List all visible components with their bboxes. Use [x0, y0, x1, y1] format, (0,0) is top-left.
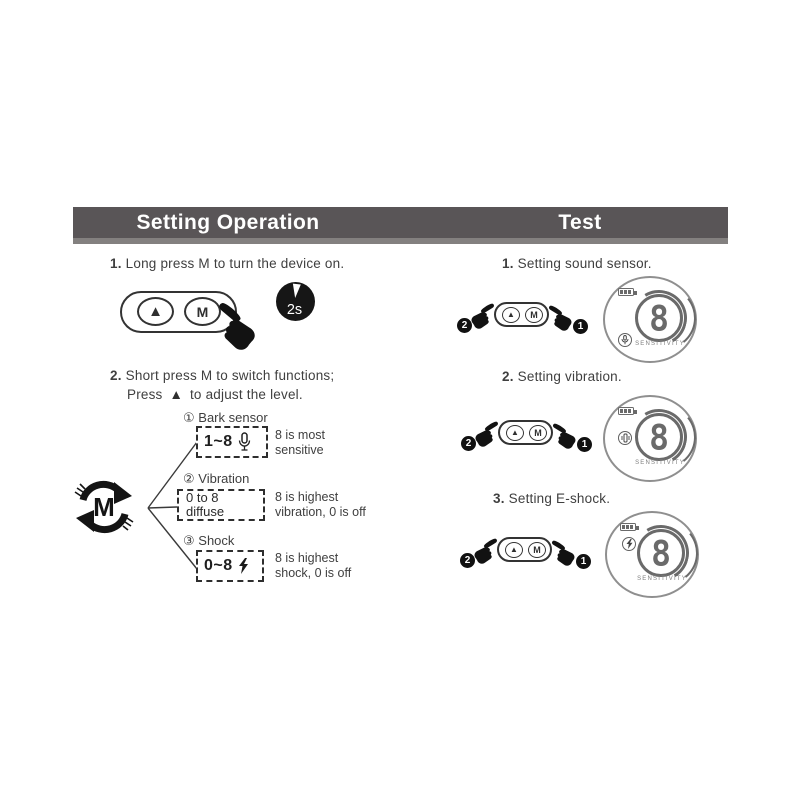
test-row-3: [460, 537, 594, 579]
vibration-icon: [618, 431, 632, 445]
mode-button[interactable]: M: [525, 307, 543, 323]
remote-device: [497, 537, 552, 562]
battery-icon: [620, 523, 636, 531]
vibration-note: 8 is highest vibration, 0 is off: [275, 490, 366, 519]
battery-icon: [618, 288, 634, 296]
lightning-icon: [238, 558, 249, 574]
step-badge-2: 2: [457, 318, 472, 333]
test-step3-text: 3. Setting E-shock.: [493, 491, 611, 506]
step-badge-2: 2: [461, 436, 476, 451]
remote-device: [498, 420, 553, 445]
battery-icon: [618, 407, 634, 415]
up-button[interactable]: [506, 425, 524, 441]
collar-display-shock: [605, 511, 699, 598]
up-triangle-icon: ▲: [510, 545, 518, 554]
bark-note: 8 is most sensitive: [275, 428, 326, 457]
level-display: 8: [635, 294, 683, 342]
up-button[interactable]: [137, 297, 174, 326]
header-bar-shadow: [73, 238, 728, 244]
remote-device: [494, 302, 549, 327]
mode-button[interactable]: M: [529, 425, 547, 441]
timer-label: 2s: [286, 302, 303, 318]
timer-2s-icon: [276, 282, 315, 321]
function-bark-sensor-label: ① Bark sensor: [183, 410, 268, 425]
up-triangle-icon: ▲: [507, 310, 515, 319]
up-triangle-icon: ▲: [169, 387, 184, 402]
bark-range-box: 1~8: [196, 426, 268, 458]
up-button[interactable]: [502, 307, 520, 323]
setting-step2-line2: Press ▲ to adjust the level.: [127, 387, 303, 402]
function-shock-label: ③ Shock: [183, 533, 235, 548]
step-badge-2: 2: [460, 553, 475, 568]
sensitivity-label: SENSITIVITY: [635, 460, 685, 466]
setting-operation-title: Setting Operation: [136, 211, 320, 234]
mode-cycle-icon: [72, 476, 136, 543]
level-display: 8: [635, 413, 683, 461]
up-button[interactable]: [505, 542, 523, 558]
level-display: 8: [637, 529, 685, 577]
setting-step1-text: 1. Long press M to turn the device on.: [110, 256, 345, 271]
shock-range-box: 0~8: [196, 550, 264, 582]
step-badge-1: 1: [573, 319, 588, 334]
test-row-2: [461, 420, 595, 462]
vibration-range-box: 0 to 8 diffuse: [177, 489, 265, 521]
lightning-icon: [622, 537, 636, 551]
mode-button[interactable]: M: [528, 542, 546, 558]
test-step2-text: 2. Setting vibration.: [502, 369, 622, 384]
mode-button[interactable]: M: [184, 297, 221, 326]
sensitivity-label: SENSITIVITY: [635, 341, 685, 347]
function-vibration-label: ② Vibration: [183, 471, 250, 486]
test-row-1: [457, 302, 591, 344]
step-badge-1: 1: [577, 437, 592, 452]
sensitivity-label: SENSITIVITY: [637, 576, 687, 582]
step-badge-1: 1: [576, 554, 591, 569]
collar-display-sound: [603, 276, 697, 363]
collar-display-vibration: [603, 395, 697, 482]
test-title: Test: [558, 211, 602, 234]
up-triangle-icon: ▲: [148, 303, 163, 320]
timer-hand-icon: [291, 284, 301, 299]
microphone-icon: [238, 432, 251, 452]
up-triangle-icon: ▲: [511, 428, 519, 437]
shock-note: 8 is highest shock, 0 is off: [275, 551, 352, 580]
cycle-m-label: M: [93, 492, 115, 522]
test-step1-text: 1. Setting sound sensor.: [502, 256, 652, 271]
setting-step2-line1: 2. Short press M to switch functions;: [110, 368, 335, 383]
